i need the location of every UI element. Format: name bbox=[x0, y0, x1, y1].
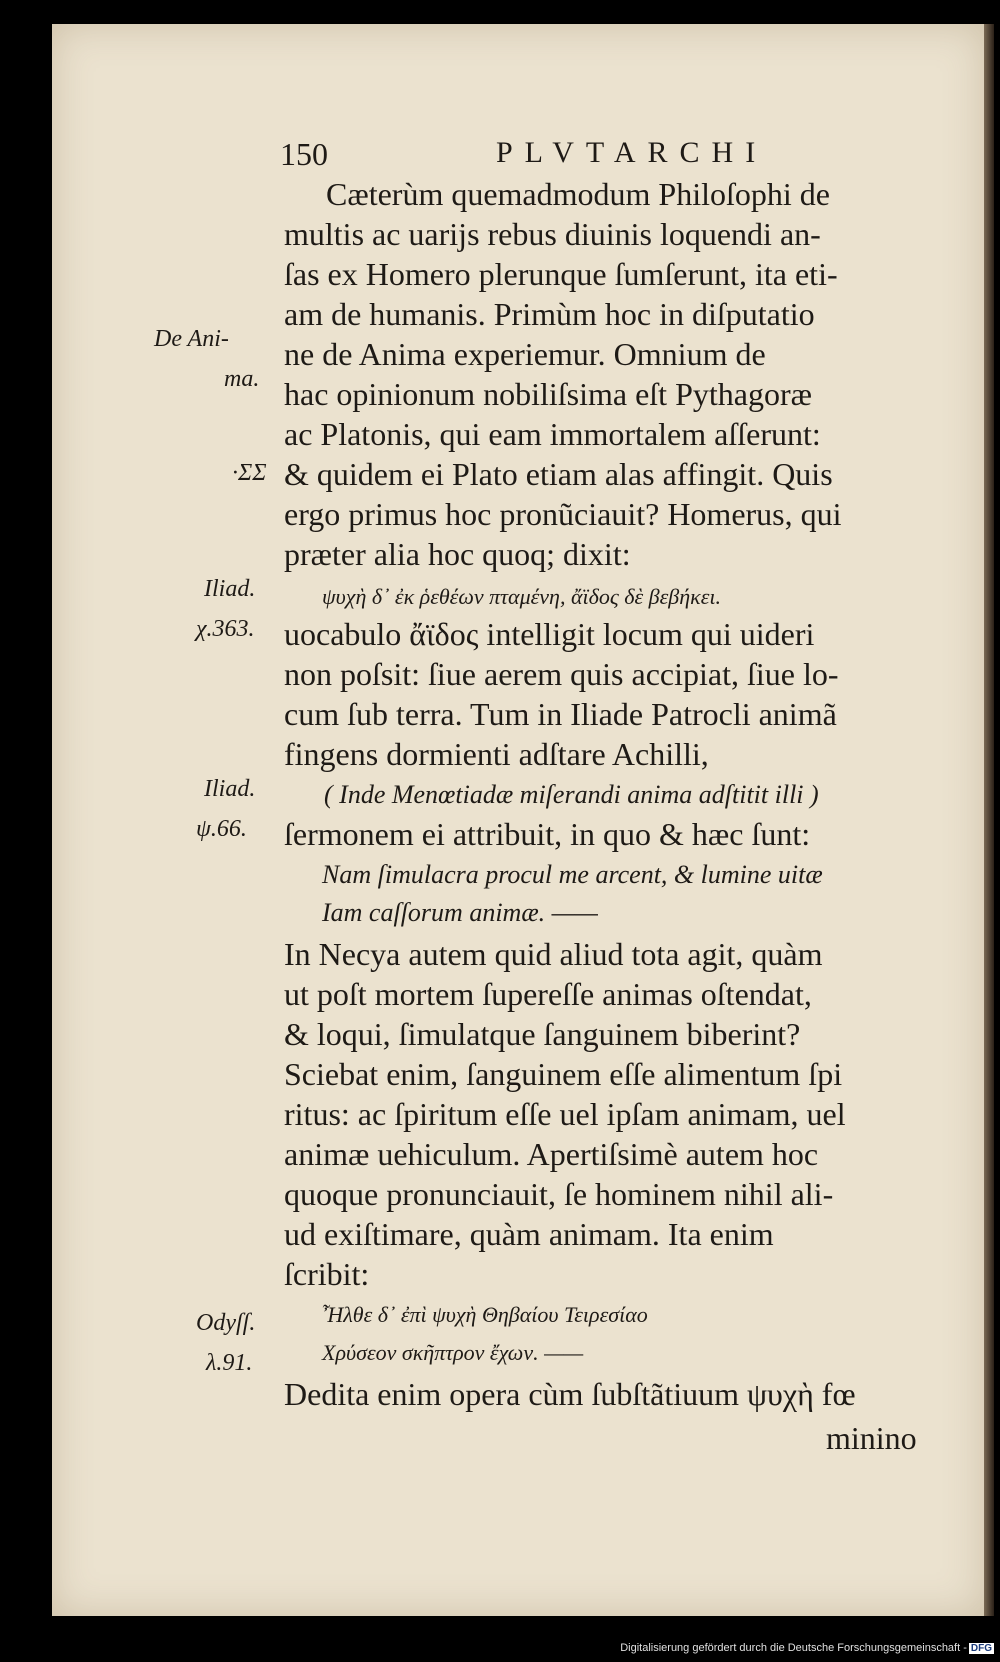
text-line: Sciebat enim, ſanguinem eſſe alimentum ſpi bbox=[284, 1056, 843, 1092]
latin-quote: Nam ſimulacra procul me arcent, & lumine uitæ bbox=[322, 860, 823, 889]
margin-note-iliad-2-ref: ψ.66. bbox=[196, 816, 247, 842]
text-line: fingens dormienti adſtare Achilli, bbox=[284, 736, 709, 772]
greek-quote: Ἦλθε δ᾽ ἐπὶ ψυχὴ Θηβαίου Τειρεσίαο bbox=[322, 1302, 648, 1327]
text-line: ergo primus hoc pronũciauit? Homerus, qui bbox=[284, 496, 842, 532]
text-line: ſas ex Homero plerunque ſumſerunt, ita eti- bbox=[284, 256, 838, 292]
margin-symbol: ·ΣΣ bbox=[232, 460, 267, 486]
text-line: ſcribit: bbox=[284, 1256, 370, 1292]
margin-note-odyssey-ref: λ.91. bbox=[206, 1350, 253, 1376]
text-line: ritus: ac ſpiritum eſſe uel ipſam animam, uel bbox=[284, 1096, 846, 1132]
text-line: Dedita enim opera cùm ſubſtãtiuum ψυχὴ fœ bbox=[284, 1376, 856, 1412]
text-line: ſermonem ei attribuit, in quo & hæc ſunt: bbox=[284, 816, 811, 852]
text-line: hac opinionum nobiliſsima eſt Pythagoræ bbox=[284, 376, 812, 412]
text-line: cum ſub terra. Tum in Iliade Patrocli animã bbox=[284, 696, 837, 732]
text-line: ut poſt mortem ſupereſſe animas oſtendat, bbox=[284, 976, 812, 1012]
credit-text: Digitalisierung gefördert durch die Deutsche Forschungsgemeinschaft - bbox=[620, 1642, 967, 1654]
running-title: PLVTARCHI bbox=[496, 136, 768, 169]
margin-note-odyssey: Odyſſ. bbox=[196, 1310, 256, 1336]
greek-quote: Χρύσεον σκῆπτρον ἔχων. —— bbox=[322, 1340, 584, 1365]
text-line: & quidem ei Plato etiam alas affingit. Quis bbox=[284, 456, 833, 492]
margin-note-iliad-1-ref: χ.363. bbox=[196, 616, 255, 642]
margin-note-de-anima: De Ani- bbox=[154, 326, 229, 352]
text-line: In Necya autem quid aliud tota agit, quàm bbox=[284, 936, 823, 972]
text-line: uocabulo ἄϊδος intelligit locum qui uideri bbox=[284, 616, 815, 652]
latin-quote: Iam caſſorum animæ. —— bbox=[322, 898, 598, 927]
latin-quote: ( Inde Menœtiadæ miſerandi anima adſtitit illi ) bbox=[324, 780, 819, 809]
margin-note-de-anima-cont: ma. bbox=[224, 366, 260, 392]
text-line: Cæterùm quemadmodum Philoſophi de bbox=[326, 176, 830, 212]
page-edge bbox=[984, 24, 994, 1616]
dfg-logo: DFG bbox=[970, 1643, 992, 1654]
text-line: animæ uehiculum. Apertiſsimè autem hoc bbox=[284, 1136, 819, 1172]
text-line: quoque pronunciauit, ſe hominem nihil ali- bbox=[284, 1176, 834, 1212]
text-line: præter alia hoc quoq; dixit: bbox=[284, 536, 631, 572]
digitization-credit bbox=[620, 1642, 994, 1654]
text-line: & loqui, ſimulatque ſanguinem biberint? bbox=[284, 1016, 801, 1052]
text-line: non poſsit: ſiue aerem quis accipiat, ſiue lo- bbox=[284, 656, 839, 692]
margin-note-iliad-1: Iliad. bbox=[204, 576, 256, 602]
greek-quote: ψυχὴ δ᾽ ἐκ ῥεθέων πταμένη, ἄϊδος δὲ βεβήκει. bbox=[322, 584, 722, 609]
catchword: minino bbox=[826, 1420, 917, 1456]
text-line: am de humanis. Primùm hoc in diſputatio bbox=[284, 296, 815, 332]
text-line: ud exiſtimare, quàm animam. Ita enim bbox=[284, 1216, 774, 1252]
margin-note-iliad-2: Iliad. bbox=[204, 776, 256, 802]
text-line: ne de Anima experiemur. Omnium de bbox=[284, 336, 766, 372]
text-line: multis ac uarijs rebus diuinis loquendi an- bbox=[284, 216, 821, 252]
page-number: 150 bbox=[280, 136, 328, 172]
text-line: ac Platonis, qui eam immortalem aſſerunt: bbox=[284, 416, 821, 452]
